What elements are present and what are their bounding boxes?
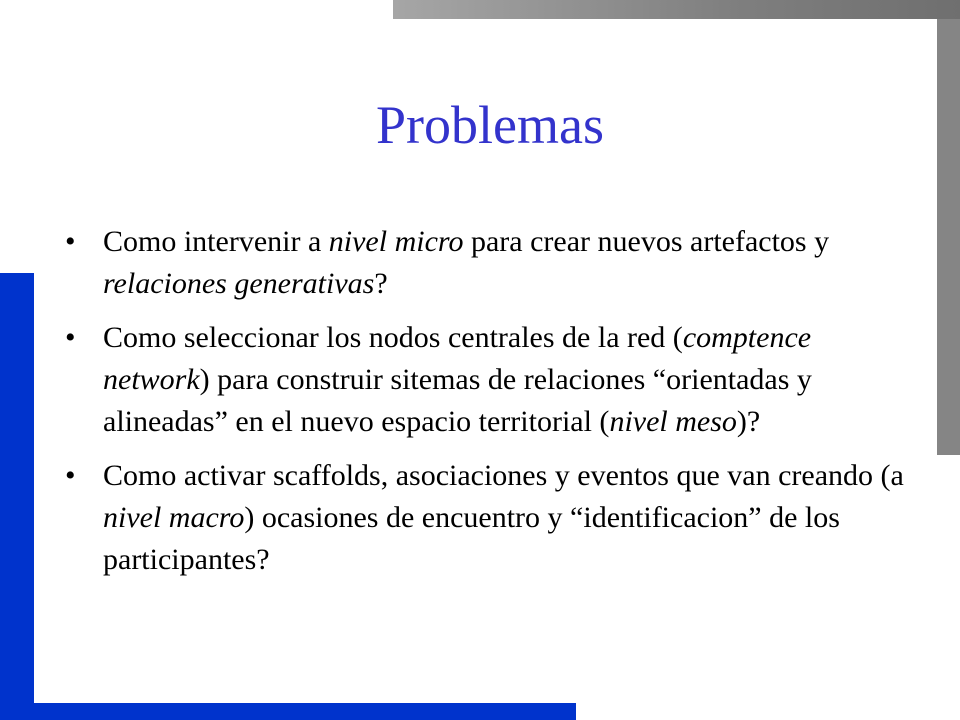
- text-segment-italic: nivel micro: [328, 225, 464, 258]
- text-segment: ) para construir sitemas de relaciones “orientadas y alineadas” en el nuevo espacio territorial (: [103, 363, 812, 438]
- bullet-symbol: •: [65, 459, 76, 492]
- text-segment: ) ocasiones de encuentro y “identificacion” de los participantes?: [103, 501, 840, 576]
- text-segment: Como seleccionar los nodos centrales de la red (: [103, 321, 683, 354]
- text-segment-italic: relaciones generativas: [103, 267, 375, 300]
- text-segment: Como intervenir a: [103, 225, 329, 258]
- top-gradient-bar: [393, 0, 960, 19]
- text-segment: )?: [736, 405, 761, 438]
- bullet-text: [103, 321, 812, 438]
- bullet-item: [65, 455, 925, 581]
- text-segment: ?: [374, 267, 388, 300]
- left-blue-bar: [0, 273, 34, 720]
- text-segment: Como activar scaffolds, asociaciones y eventos que van creando (a: [103, 459, 904, 492]
- bullet-item: [65, 317, 925, 443]
- bullet-text: [103, 459, 904, 576]
- slide-title: Problemas: [376, 95, 604, 155]
- right-gray-bar: [937, 19, 960, 455]
- bullet-text: [103, 225, 829, 300]
- text-segment: para crear nuevos artefactos y: [463, 225, 830, 258]
- bullet-symbol: •: [65, 321, 76, 354]
- text-segment-italic: nivel macro: [103, 501, 245, 534]
- bullet-item: [65, 221, 925, 305]
- text-segment-italic: comptence network: [103, 321, 812, 396]
- bottom-blue-bar: [34, 703, 576, 720]
- text-segment-italic: nivel meso: [609, 405, 737, 438]
- bullet-symbol: •: [65, 225, 76, 258]
- bullet-list: [65, 221, 925, 593]
